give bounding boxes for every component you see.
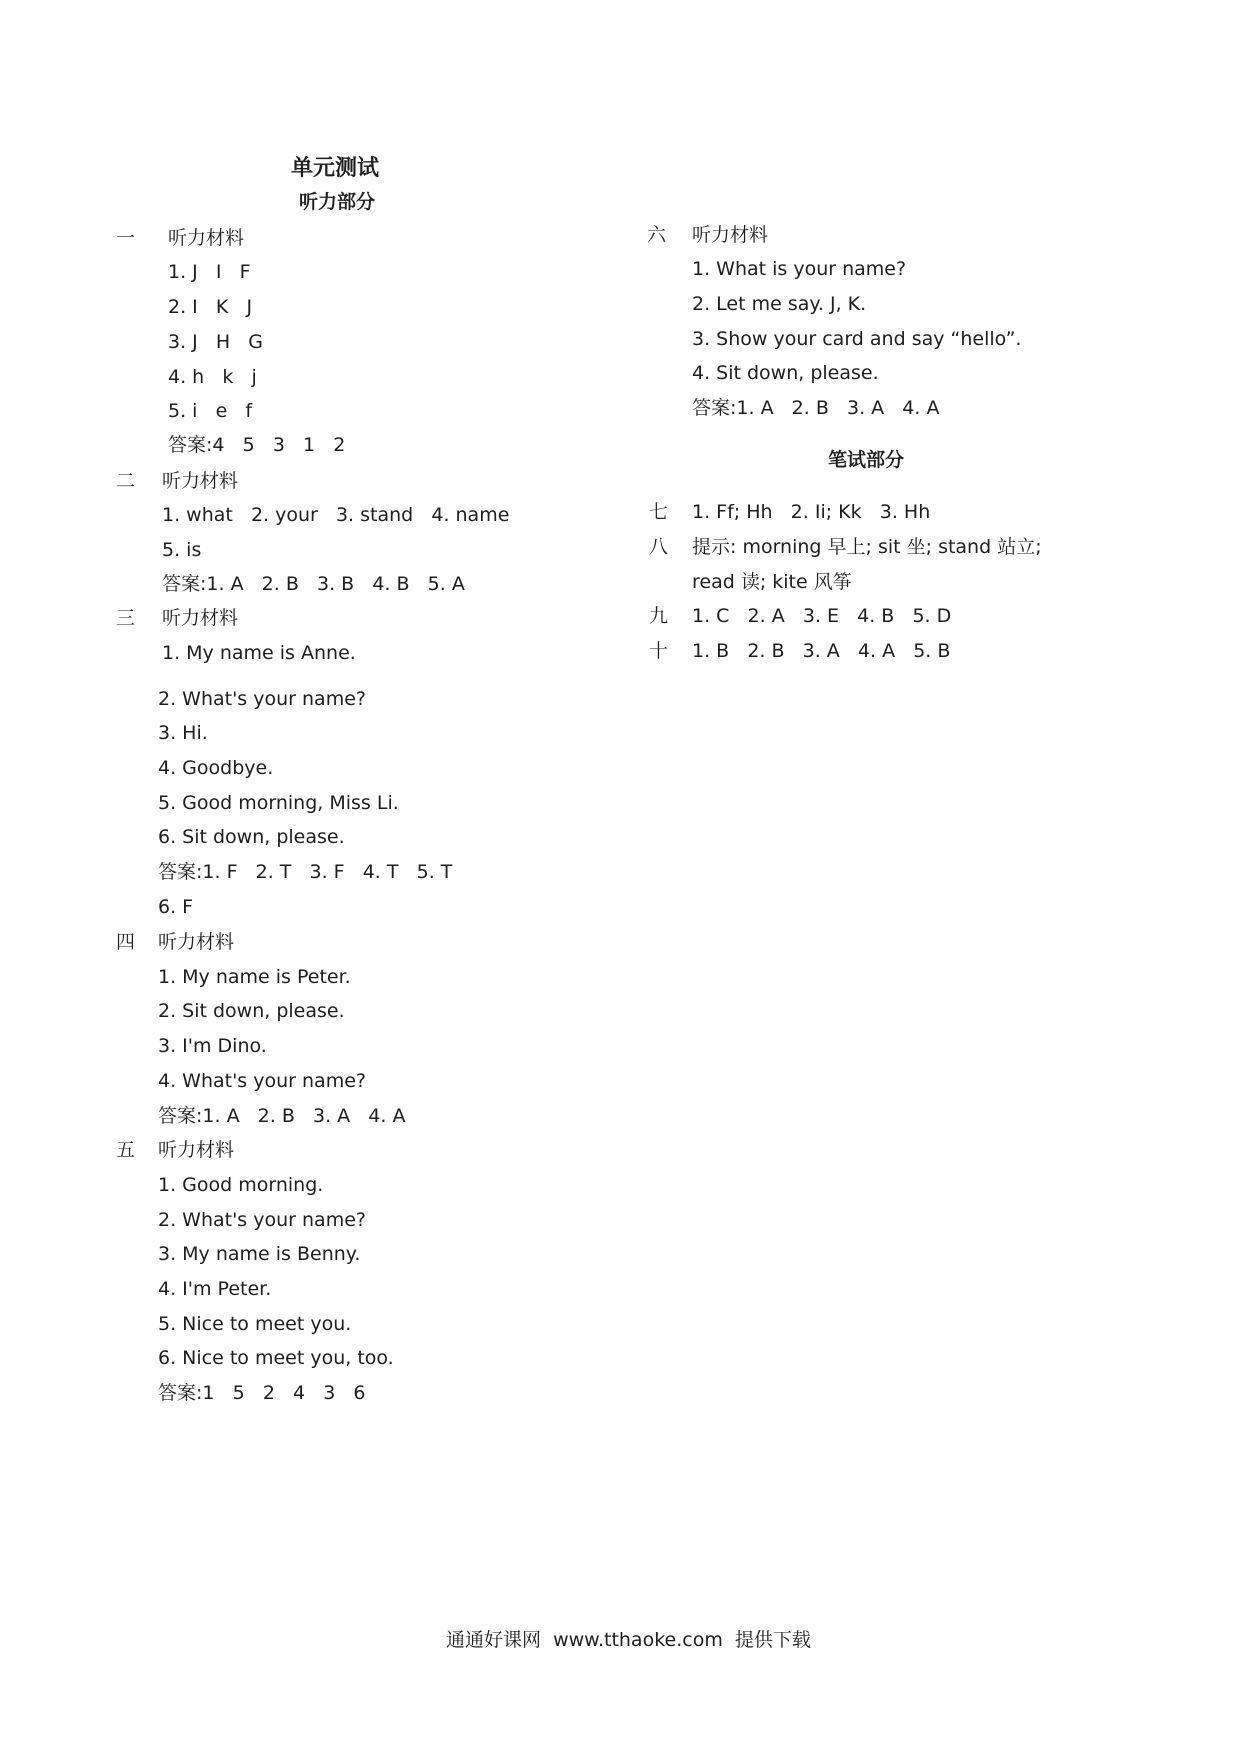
section-label: 听力材料 [158, 931, 235, 953]
list-item: 2. What's your name? [158, 1209, 366, 1231]
answer-line: 答案:1. A 2. B 3. B 4. B 5. A [162, 573, 465, 595]
answer-line: 1. C 2. A 3. E 4. B 5. D [692, 605, 952, 627]
answer-line: 答案:1. F 2. T 3. F 4. T 5. T [158, 861, 453, 883]
page-title: 单元测试 [291, 156, 380, 181]
section-label: 听力材料 [692, 224, 769, 246]
list-item: 1. what 2. your 3. stand 4. name [162, 504, 510, 526]
list-item: 2. Let me say. J, K. [692, 293, 867, 315]
section-number: 十 [649, 640, 669, 662]
listening-heading: 听力部分 [299, 191, 376, 213]
section-label: 听力材料 [158, 1139, 235, 1161]
answer-line: 答案:1. A 2. B 3. A 4. A [692, 397, 940, 419]
list-item: 2. Sit down, please. [158, 1000, 345, 1022]
list-item: 5. Nice to meet you. [158, 1313, 352, 1335]
writing-heading: 笔试部分 [828, 449, 905, 471]
hint-line: 提示: morning 早上; sit 坐; stand 站立; [692, 536, 1042, 558]
list-item: 1. What is your name? [692, 258, 907, 280]
answer-line: 答案:1. A 2. B 3. A 4. A [158, 1105, 406, 1127]
section-number: 二 [116, 470, 136, 492]
section-label: 听力材料 [162, 470, 239, 492]
answer-line: 答案:1 5 2 4 3 6 [158, 1382, 366, 1404]
section-number: 八 [649, 536, 669, 558]
list-item: 4. Sit down, please. [692, 362, 879, 384]
list-item: 1. Good morning. [158, 1174, 324, 1196]
section-number: 三 [116, 607, 136, 629]
section-number: 六 [647, 224, 667, 246]
hint-line: read 读; kite 风筝 [692, 571, 852, 593]
list-item: 4. What's your name? [158, 1070, 366, 1092]
list-item: 5. Good morning, Miss Li. [158, 792, 399, 814]
list-item: 4. I'm Peter. [158, 1278, 272, 1300]
list-item: 6. Nice to meet you, too. [158, 1347, 394, 1369]
list-item: 3. Hi. [158, 722, 208, 744]
answer-line: 答案:4 5 3 1 2 [168, 434, 346, 456]
list-item: 4. Goodbye. [158, 757, 274, 779]
list-item: 1. My name is Anne. [162, 642, 356, 664]
answer-line: 1. B 2. B 3. A 4. A 5. B [692, 640, 951, 662]
answer-line: 6. F [158, 896, 194, 918]
section-label: 听力材料 [168, 227, 245, 249]
footer-text: 通通好课网 www.tthaoke.com 提供下载 [446, 1629, 811, 1651]
section-number: 五 [116, 1139, 136, 1161]
list-item: 5. is [162, 539, 202, 561]
list-item: 3. My name is Benny. [158, 1243, 361, 1265]
list-item: 5. i e f [168, 400, 253, 422]
answer-line: 1. Ff; Hh 2. Ii; Kk 3. Hh [692, 501, 931, 523]
section-label: 听力材料 [162, 607, 239, 629]
section-number: 九 [649, 605, 669, 627]
list-item: 3. I'm Dino. [158, 1035, 267, 1057]
list-item: 3. Show your card and say “hello”. [692, 328, 1022, 350]
list-item: 3. J H G [168, 331, 264, 353]
list-item: 1. J I F [168, 261, 251, 283]
section-number: 一 [116, 227, 136, 249]
list-item: 2. What's your name? [158, 688, 366, 710]
section-number: 四 [116, 931, 136, 953]
section-number: 七 [649, 501, 669, 523]
list-item: 4. h k j [168, 366, 257, 388]
list-item: 1. My name is Peter. [158, 966, 351, 988]
list-item: 6. Sit down, please. [158, 826, 345, 848]
list-item: 2. I K J [168, 296, 253, 318]
